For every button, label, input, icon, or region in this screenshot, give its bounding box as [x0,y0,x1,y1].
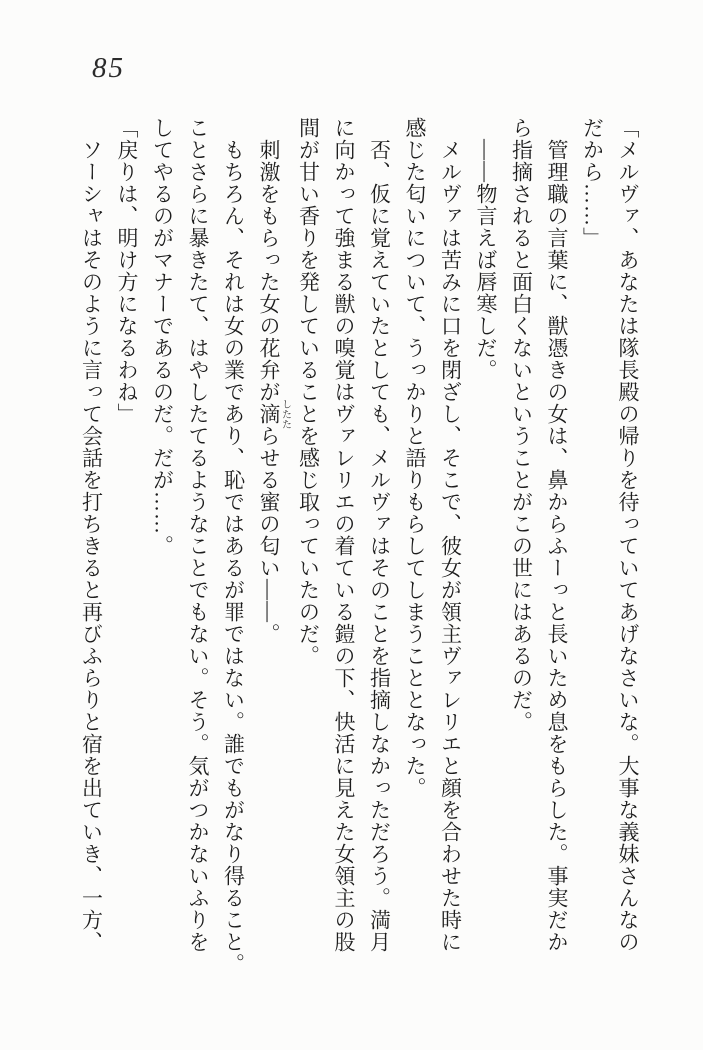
text-line: 感じた匂いについて、うっかりと語りもらしてしまうこととなった。 [403,117,427,799]
text-line: に向かって強まる獣の嗅覚はヴァレリエの着ている鎧の下、快活に見えた女領主の股 [332,117,356,953]
ruby-base: 滴 [257,399,281,429]
vertical-text-block [73,117,645,975]
furigana-ruby [257,399,291,429]
text-line: 管理職の言葉に、獣憑きの女は、鼻からふーっと長いため息をもらした。事実だか [545,139,569,953]
text-line: ソーシャはそのように言って会話を打ちきると再びふらりと宿を出ていき、一方、 [79,139,104,953]
text-line: ことさらに暴きたて、はやしたてるようなことでもない。そう。気がつかないふりを [186,117,210,953]
text-line [251,117,291,957]
text-line: してやるのがマナーであるのだ。だが……。 [150,117,175,557]
dialogue-text-line: 「戻りは、明け方になるわね」 [115,117,139,425]
text-line: もちろん、それは女の業であり、恥ではあるが罪ではない。誰でもがなり得ること。 [221,139,246,975]
text-line: メルヴァは苦みに口を閉ざし、そこで、彼女が領主ヴァレリエと顔を合わせた時に [438,139,463,953]
text-line: ――物言えば唇寒しだ。 [474,139,498,381]
dialogue-text-line: だから……」 [580,117,605,249]
ruby-text: したた [279,399,291,429]
text-line: 間が甘い香りを発していることを感じ取っていたのだ。 [296,117,321,667]
text-line: 否、仮に覚えていたとしても、メルヴァはそのことを指摘しなかっただろう。満月 [367,139,392,953]
page-number: 85 [92,52,125,84]
text-segment: らせる蜜の匂い――。 [257,425,281,645]
text-segment: 刺激をもらった女の花弁が [257,139,281,403]
dialogue-text-line: 「メルヴァ、あなたは隊長殿の帰りを待っていてあげなさいな。大事な義妹さんなの [616,117,640,953]
text-line: ら指摘されると面白くないということがこの世にはあるのだ。 [509,117,534,733]
